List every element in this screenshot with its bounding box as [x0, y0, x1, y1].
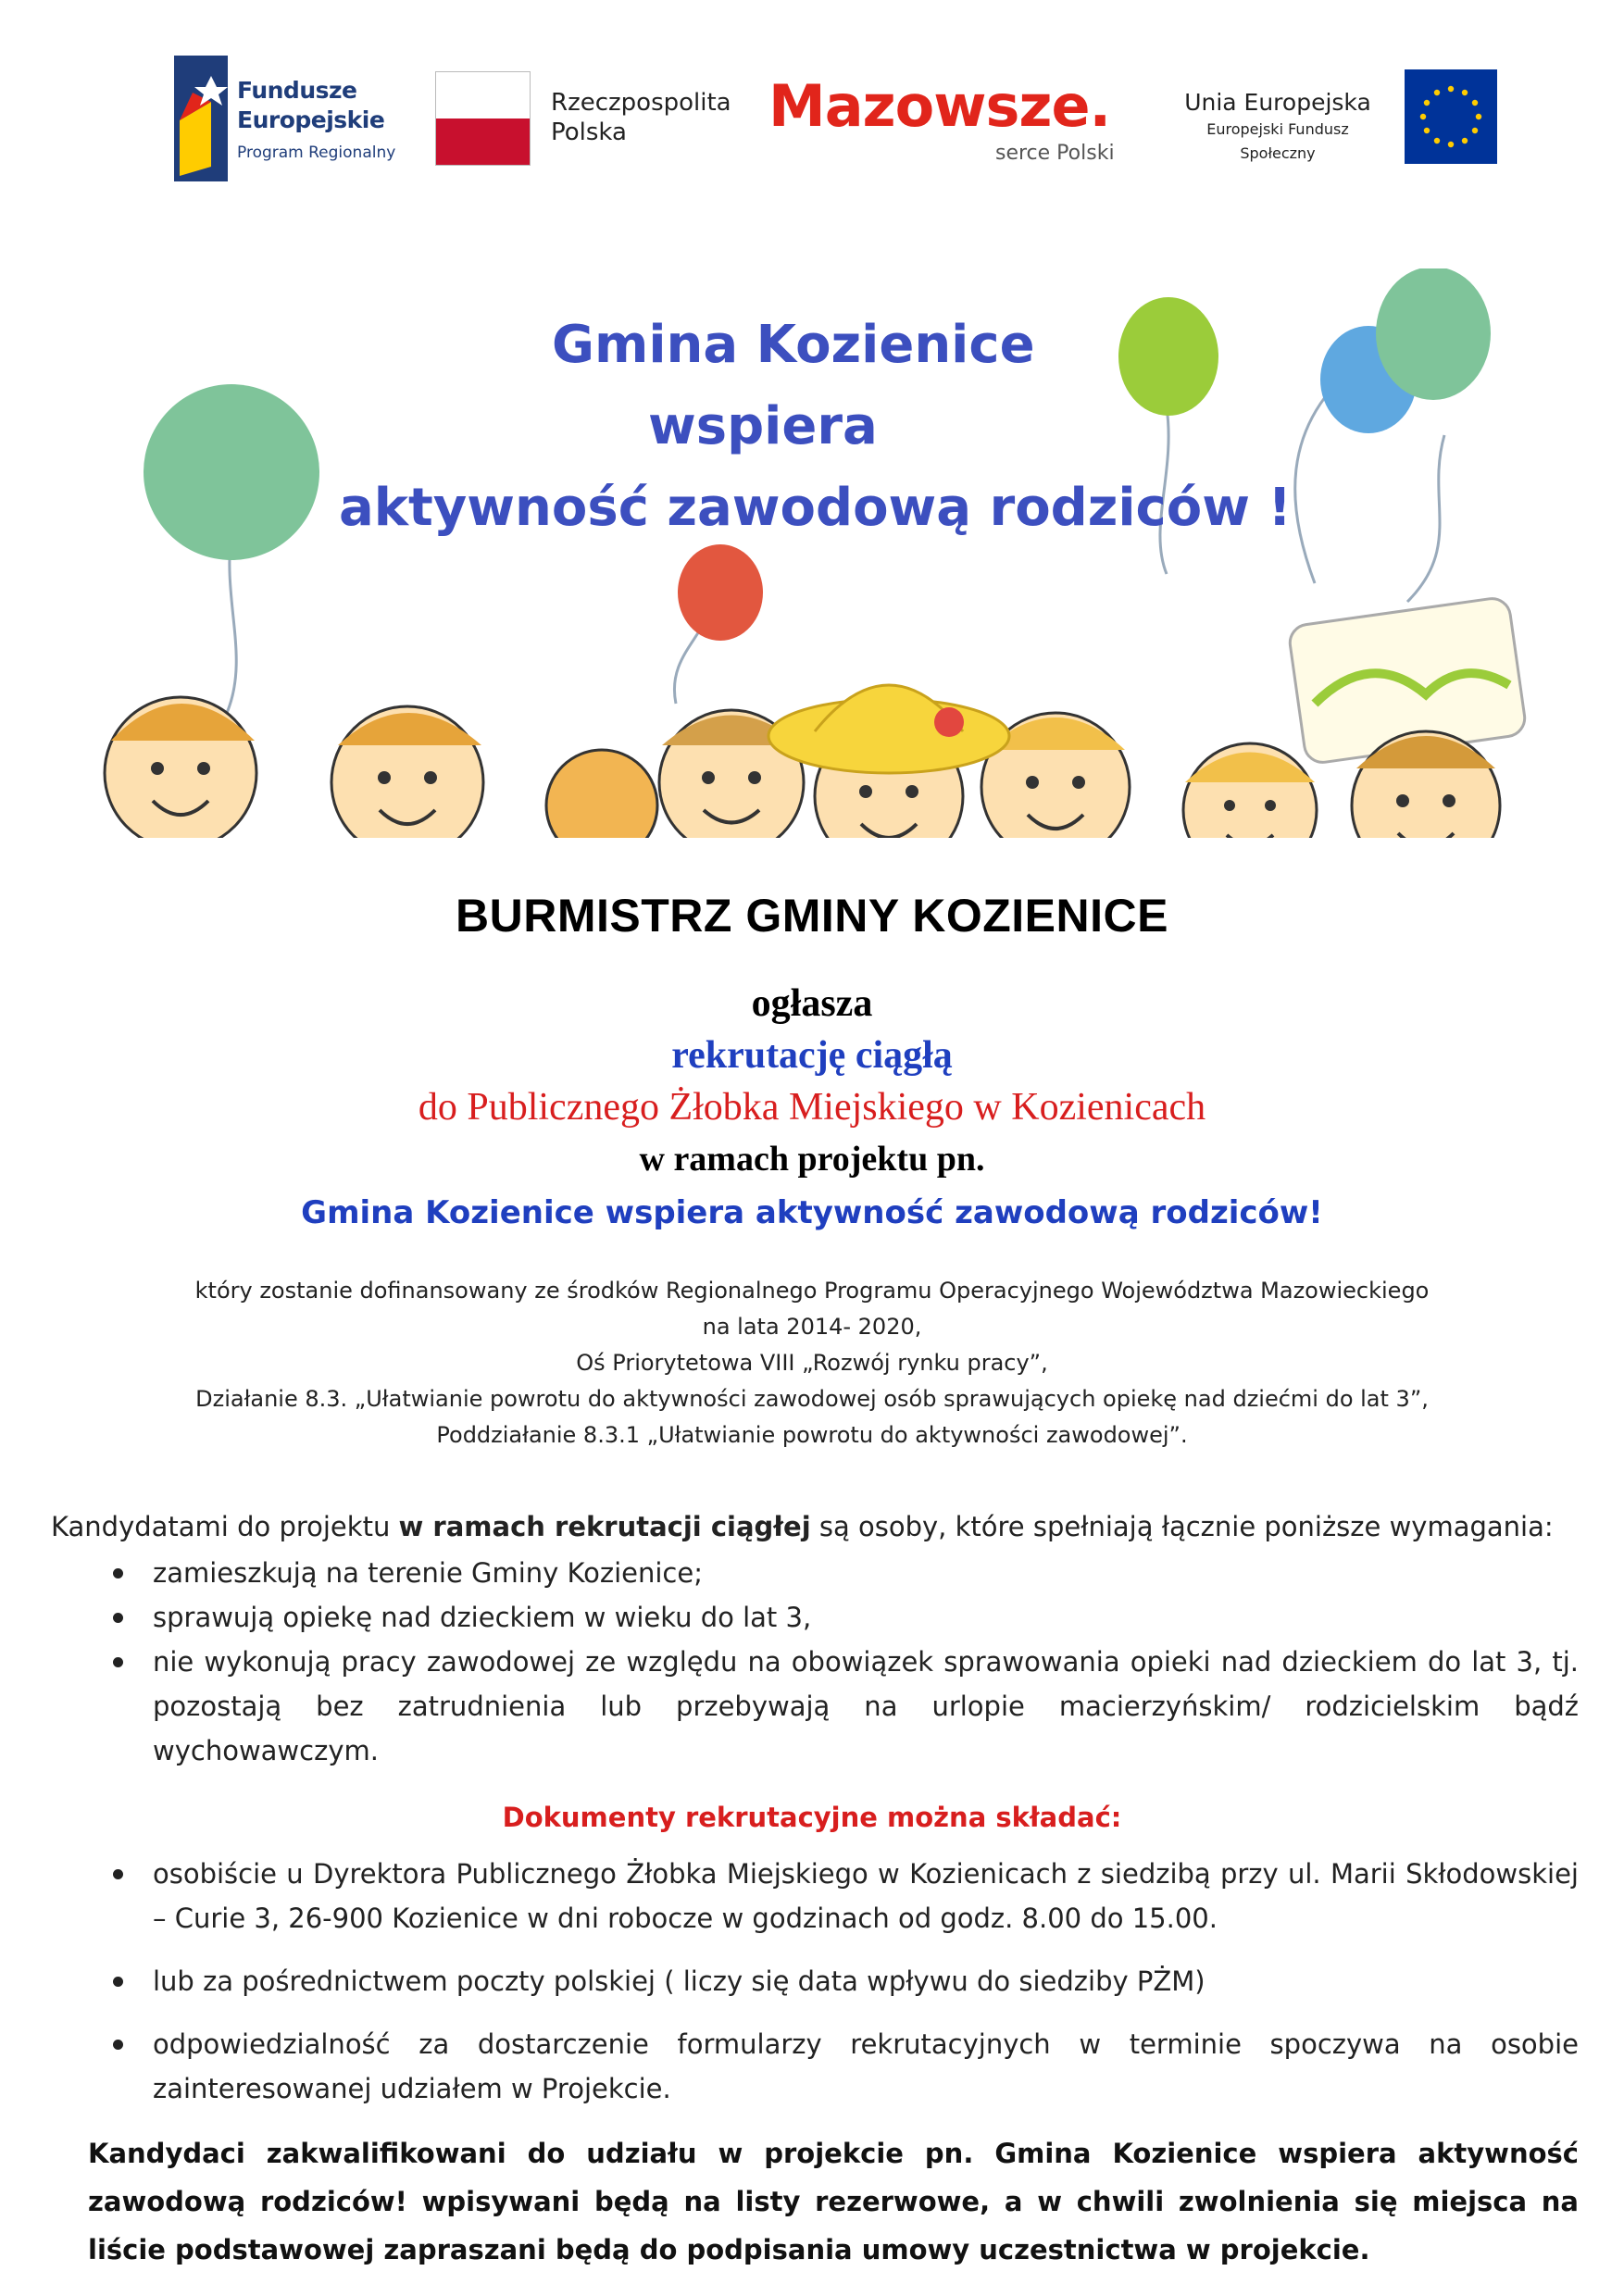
eu-line2: Europejski Fundusz Społeczny — [1206, 120, 1349, 162]
project-name: Gmina Kozienice wspiera aktywność zawodową rodziców! — [301, 1194, 1323, 1231]
list-item: zamieszkują na terenie Gminy Kozienice; — [102, 1551, 1579, 1595]
rp-line2: Polska — [551, 119, 627, 146]
fe-line1: Fundusze — [237, 77, 357, 104]
mazowsze-wordmark: Mazowsze. — [768, 72, 1111, 140]
fundusze-europejskie-logo — [174, 56, 406, 185]
hero-banner — [0, 268, 1624, 861]
eu-flag-icon — [1405, 69, 1497, 164]
funding-line1: który zostanie dofinansowany ze środków Regionalnego Programu Operacyjnego Województwa Mazowieckiego — [194, 1278, 1430, 1304]
project-intro: w ramach projektu pn. — [639, 1140, 985, 1179]
red-balloon-icon — [678, 544, 763, 641]
closing-paragraph: Kandydaci zakwalifikowani do udziału w projekcie pn. Gmina Kozienice wspiera aktywność zawodową rodziców! wpisywani będą na listy rezerwowe, a w chwili zwolnienia się miejsca na liście podstawowej zapraszani będą do podpisania umowy uczestnictwa w projekcie. — [88, 2138, 1579, 2265]
polish-flag-icon — [435, 71, 531, 166]
funding-line2: na lata 2014- 2020, — [702, 1314, 922, 1340]
funding-line5: Poddziałanie 8.3.1 „Ułatwianie powrotu do aktywności zawodowej”. — [436, 1422, 1188, 1448]
rzeczpospolita-polska-logo — [435, 71, 731, 173]
funding-line4: Działanie 8.3. „Ułatwianie powrotu do aktywności zawodowej osób sprawujących opiekę nad dziećmi do lat 3”, — [195, 1386, 1429, 1412]
funding-line3: Oś Priorytetowa VIII „Rozwój rynku pracy”, — [576, 1350, 1048, 1376]
requirements-list — [102, 1551, 1579, 1773]
documents-heading: Dokumenty rekrutacyjne można składać: — [502, 1802, 1122, 1833]
hero-title-line1: Gmina Kozienice — [552, 315, 1035, 375]
mayor-heading: BURMISTRZ GMINY KOZIENICE — [456, 890, 1168, 942]
eu-line1: Unia Europejska — [1184, 89, 1371, 116]
list-item: lub za pośrednictwem poczty polskiej ( liczy się data wpływu do siedziby PŻM) — [102, 1959, 1579, 2003]
list-item: osobiście u Dyrektora Publicznego Żłobka Miejskiego w Kozienicach z siedzibą przy ul. Marii Skłodowskiej – Curie 3, 26-900 Kozienice w dni robocze w godzinach od godz. 8.00 do 15.00. — [102, 1852, 1579, 1940]
list-item: sprawują opiekę nad dzieckiem w wieku do lat 3, — [102, 1595, 1579, 1640]
recruitment-type: rekrutację ciągłą — [671, 1034, 953, 1077]
fundusze-europejskie-mark-icon — [174, 56, 228, 181]
hero-title-line3: aktywność zawodową rodziców ! — [339, 478, 1292, 538]
nursery-name: do Publicznego Żłobka Miejskiego w Kozienicach — [418, 1086, 1206, 1129]
requirements-intro-pre: Kandydatami do projektu — [51, 1511, 399, 1542]
fe-line2: Europejskie — [237, 106, 385, 133]
unia-europejska-logo — [1171, 69, 1495, 171]
rp-line1: Rzeczpospolita — [551, 89, 731, 117]
green-balloon-icon — [144, 384, 319, 560]
requirements-intro-post: są osoby, które spełniają łącznie poniższe wymagania: — [810, 1511, 1554, 1542]
logo-bar — [0, 51, 1624, 190]
requirements-intro-bold: w ramach rekrutacji ciągłej — [398, 1511, 811, 1542]
mazowsze-tagline: serce Polski — [995, 142, 1115, 165]
announces-text: ogłasza — [751, 982, 873, 1025]
green-balloon-2-icon — [1376, 268, 1491, 400]
lime-balloon-icon — [1118, 297, 1218, 416]
mazowsze-logo — [768, 69, 1130, 181]
fe-line3: Program Regionalny — [237, 144, 396, 162]
list-item: nie wykonują pracy zawodowej ze względu na obowiązek sprawowania opieki nad dzieckiem do lat 3, tj. pozostają bez zatrudnienia lub przebywają na urlopie macierzyńskim/ rodzicielskim bądź wychowawczym. — [102, 1640, 1579, 1773]
requirements-intro — [51, 1504, 1579, 1549]
funding-info — [0, 1273, 1624, 1454]
hero-title-line2: wspiera — [648, 396, 878, 456]
list-item: odpowiedzialność za dostarczenie formularzy rekrutacyjnych w terminie spoczywa na osobie zainteresowanej udziałem w Projekcie. — [102, 2022, 1579, 2111]
documents-list — [102, 1852, 1579, 2129]
